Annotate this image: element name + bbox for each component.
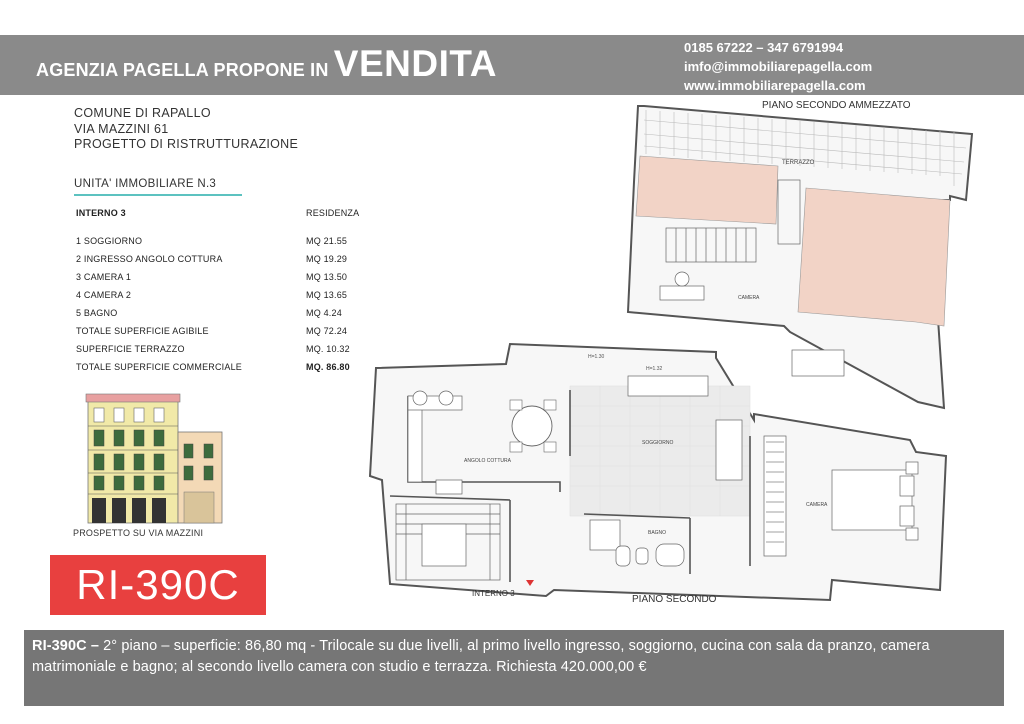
room-area: MQ. 86.80 <box>306 362 350 372</box>
floor-plans <box>360 96 1024 624</box>
unit-title-underline <box>74 194 242 196</box>
room-area: MQ. 10.32 <box>306 344 350 354</box>
listing-code-badge: RI-390C <box>50 555 266 615</box>
rooms-header-label: INTERNO 3 <box>76 208 126 218</box>
phone-numbers: 0185 67222 – 347 6791994 <box>684 40 844 55</box>
lower-plan-title: PIANO SECONDO <box>632 594 717 605</box>
rooms-header-value: RESIDENZA <box>306 208 360 218</box>
facade-drawing <box>80 390 225 525</box>
project-type: PROGETTO DI RISTRUTTURAZIONE <box>74 137 299 151</box>
room-label: TOTALE SUPERFICIE AGIBILE <box>76 326 209 336</box>
banner-title <box>36 43 497 85</box>
unit-title: UNITA' IMMOBILIARE N.3 <box>74 178 217 190</box>
project-address: VIA MAZZINI 61 <box>74 121 169 136</box>
upper-terrace-label: TERRAZZO <box>782 160 815 166</box>
email-address[interactable]: imfo@immobiliarepagella.com <box>684 59 873 74</box>
room-label: 3 CAMERA 1 <box>76 272 132 282</box>
room-label: SUPERFICIE TERRAZZO <box>76 344 185 354</box>
room-area: MQ 13.65 <box>306 290 348 300</box>
project-info <box>74 106 298 153</box>
room-area: MQ 13.50 <box>306 272 348 282</box>
room-label: 2 INGRESSO ANGOLO COTTURA <box>76 254 223 264</box>
living-label: SOGGIORNO <box>642 440 674 446</box>
kitchen-label: ANGOLO COTTURA <box>464 458 511 464</box>
height-label-1: H=1.30 <box>588 354 605 360</box>
upper-plan-title: PIANO SECONDO AMMEZZATO <box>762 100 911 111</box>
facade-caption: PROSPETTO SU VIA MAZZINI <box>73 528 204 538</box>
upper-room-label: CAMERA <box>738 295 760 301</box>
project-town: COMUNE DI RAPALLO <box>74 106 211 120</box>
height-label-2: H=1.32 <box>646 366 663 372</box>
entrance-label: INTERNO 3 <box>472 589 515 598</box>
description-code: RI-390C – <box>32 638 99 654</box>
room-label: 1 SOGGIORNO <box>76 236 143 246</box>
header-banner <box>0 35 1024 95</box>
bedroom-label: CAMERA <box>806 502 828 508</box>
description-text: 2° piano – superficie: 86,80 mq - Trilocale su due livelli, al primo livello ingresso, soggiorno, cucina con sala da pranzo, camera matrimoniale e bagno; al secondo livello camera con studio e terrazza. Richiesta 420.000,00 € <box>32 638 930 675</box>
bath-label: BAGNO <box>648 530 667 536</box>
banner-title-prefix: AGENZIA PAGELLA PROPONE IN <box>36 60 334 80</box>
room-area: MQ 21.55 <box>306 236 348 246</box>
room-label: 5 BAGNO <box>76 308 118 318</box>
website-link[interactable]: www.immobiliarepagella.com <box>684 78 866 93</box>
contacts <box>684 38 872 95</box>
room-label: 4 CAMERA 2 <box>76 290 132 300</box>
lower-floor-plan <box>370 344 946 605</box>
room-area: MQ 19.29 <box>306 254 348 264</box>
room-area: MQ 4.24 <box>306 308 342 318</box>
banner-title-sale: VENDITA <box>333 43 497 84</box>
room-label: TOTALE SUPERFICIE COMMERCIALE <box>76 362 242 372</box>
listing-description <box>24 630 1004 706</box>
room-area: MQ 72.24 <box>306 326 348 336</box>
